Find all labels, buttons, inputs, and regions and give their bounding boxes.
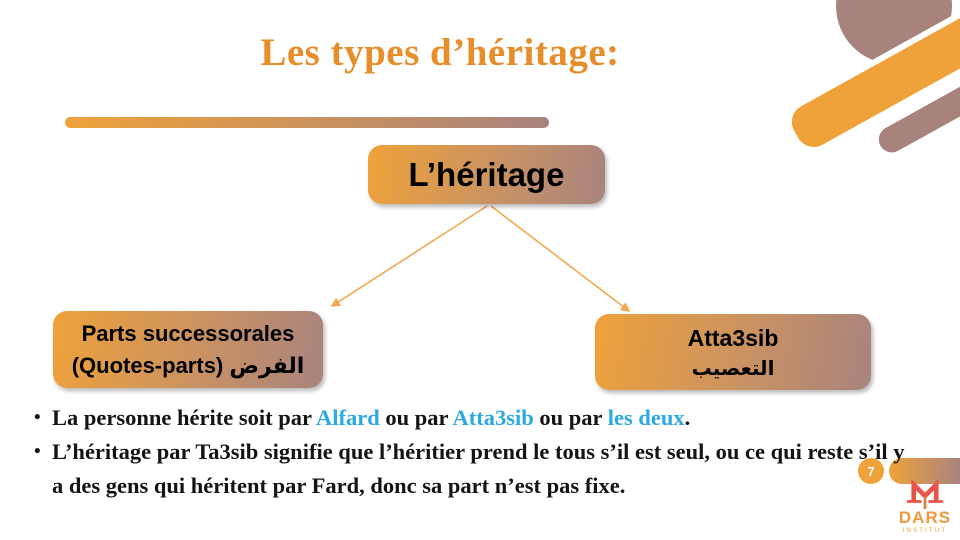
right-box-line1: Atta3sib — [687, 324, 779, 351]
bullet-text: L’héritage par Ta3sib signifie que l’héritier prend le tous s’il est seul, ou ce qui reste s’il y a des gens qui héritent par Fard, donc sa part n’est pas fixe. — [52, 439, 905, 498]
left-box-line1: Parts successorales — [81, 320, 295, 346]
page-number: 7 — [867, 463, 875, 479]
diagram-root-label: L’héritage — [408, 155, 565, 193]
diagram-left-box — [53, 311, 323, 388]
dars-logo-icon — [905, 479, 945, 509]
left-box-line2: (Quotes-parts) الفرض — [71, 352, 305, 378]
logo-name: DARS — [898, 508, 952, 527]
bullet-text: ou par — [533, 405, 608, 430]
dars-logo — [892, 479, 958, 535]
bullet-list — [30, 401, 918, 503]
highlight-term: Atta3sib — [452, 405, 534, 430]
page-title: Les types d’héritage: — [260, 31, 620, 74]
bullet-text: ou par — [379, 405, 453, 430]
diagram-root-box — [368, 145, 605, 204]
bullet-text: La personne hérite soit par — [52, 405, 316, 430]
diagram-right-box — [595, 314, 871, 390]
logo-subtitle: INSTITUT — [902, 528, 948, 534]
highlight-term: les deux — [607, 405, 685, 430]
title-underline — [65, 117, 549, 128]
bullet-item — [30, 435, 918, 503]
bullet-item — [30, 401, 918, 435]
right-box-line2: التعصيب — [691, 356, 775, 381]
highlight-term: Alfard — [315, 405, 380, 430]
bullet-text: . — [684, 405, 691, 430]
